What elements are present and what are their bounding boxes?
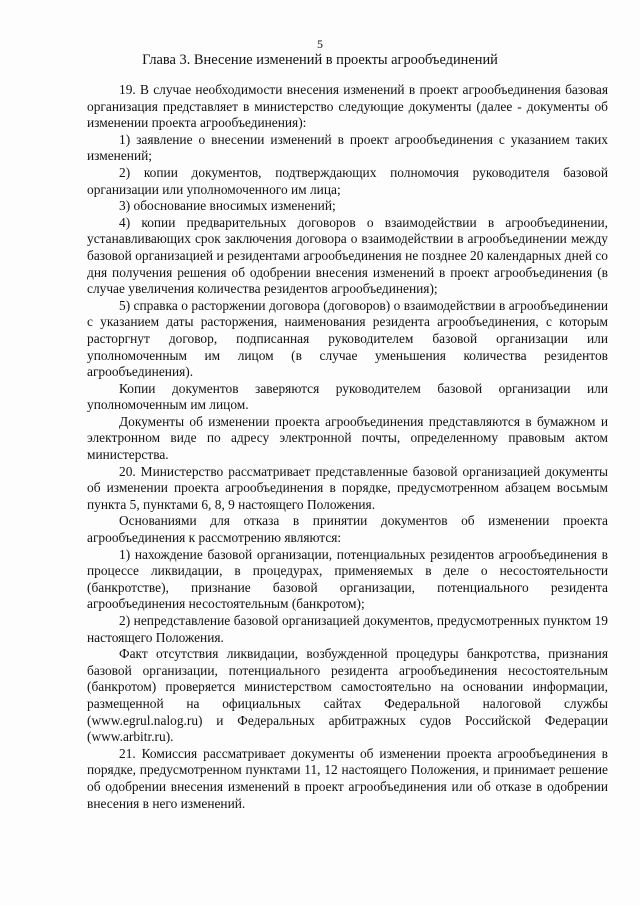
paragraph-19-intro: 19. В случае необходимости внесения изменений в проект агрообъединения базовая организация представляет в министерство следующие документы (далее - документы об изменении проекта агрообъединения):: [87, 82, 608, 131]
list-item-3-justification: 3) обоснование вносимых изменений;: [119, 198, 336, 214]
list-item-4-preliminary-contracts: 4) копии предварительных договоров о взаимодействии в агрообъединении, устанавливающих срок заключения договора о взаимодействии в агрообъединении между базовой организацией и резидентами агрообъединения не позднее 20 календарных дней со дня получения решения об одобрении внесения изменений в проект агрообъединения (в случае увеличения количества резидентов агрообъединения);: [87, 214, 608, 297]
paragraph-21-commission: 21. Комиссия рассматривает документы об изменении проекта агрообъединения в порядке, предусмотренном пунктами 11, 12 настоящего Положения, и принимает решение об одобрении внесения изменений в проект агрообъединения или об отказе в одобрении внесения в него изменений.: [87, 745, 608, 811]
list-item-5-termination-certificate: 5) справка о расторжении договора (договоров) о взаимодействии в агрообъединении с указанием даты расторжения, наименования резидента агрообъединения, с которым расторгнут договор, подписанная руководителем базовой организации или уполномоченным им лицом (в случае уменьшения количества резидентов агрообъединения).: [87, 297, 608, 380]
paragraph-verification: Факт отсутствия ликвидации, возбужденной процедуры банкротства, признания базовой организации, потенциального резидента агрообъединения несостоятельным (банкротом) проверяется министерством самостоятельно на основании информации, размещенной на официальных сайтах Федеральной налоговой службы (www.egrul.nalog.ru) и Федеральных арбитражных судов Российской Федерации (www.arbitr.ru).: [87, 646, 608, 745]
page-number: 5: [317, 37, 323, 51]
paragraph-refusal-grounds: Основаниями для отказа в принятии документов об изменении проекта агрообъединения к рассмотрению являются:: [87, 513, 608, 546]
paragraph-submission-format: Документы об изменении проекта агрообъединения представляются в бумажном и электронном виде по адресу электронной почты, определенному правовым актом министерства.: [87, 413, 608, 463]
paragraph-copies-certified: Копии документов заверяются руководителем базовой организации или уполномоченным им лицом.: [87, 380, 608, 413]
list-item-1-application: 1) заявление о внесении изменений в проект агрообъединения с указанием таких изменений;: [87, 131, 608, 164]
chapter-title: Глава 3. Внесение изменений в проекты агрообъединений: [142, 52, 498, 68]
paragraph-20-review: 20. Министерство рассматривает представленные базовой организацией документы об изменении проекта агрообъединения в порядке, предусмотренном абзацем восьмым пункта 5, пунктами 6, 8, 9 настоящего Положения.: [87, 463, 608, 512]
refusal-item-2-non-submission: 2) непредставление базовой организацией документов, предусмотренных пунктом 19 настоящего Положения.: [87, 613, 608, 645]
list-item-2-authority-copies: 2) копии документов, подтверждающих полномочия руководителя базовой организации или уполномоченного им лица;: [87, 164, 608, 197]
document-body: [87, 82, 608, 812]
refusal-item-1-liquidation: 1) нахождение базовой организации, потенциальных резидентов агрообъединения в процессе ликвидации, в процедурах, применяемых в деле о несостоятельности (банкротстве), признание базовой организации, потенциального резидента агрообъединения несостоятельным (банкротом);: [87, 546, 608, 612]
